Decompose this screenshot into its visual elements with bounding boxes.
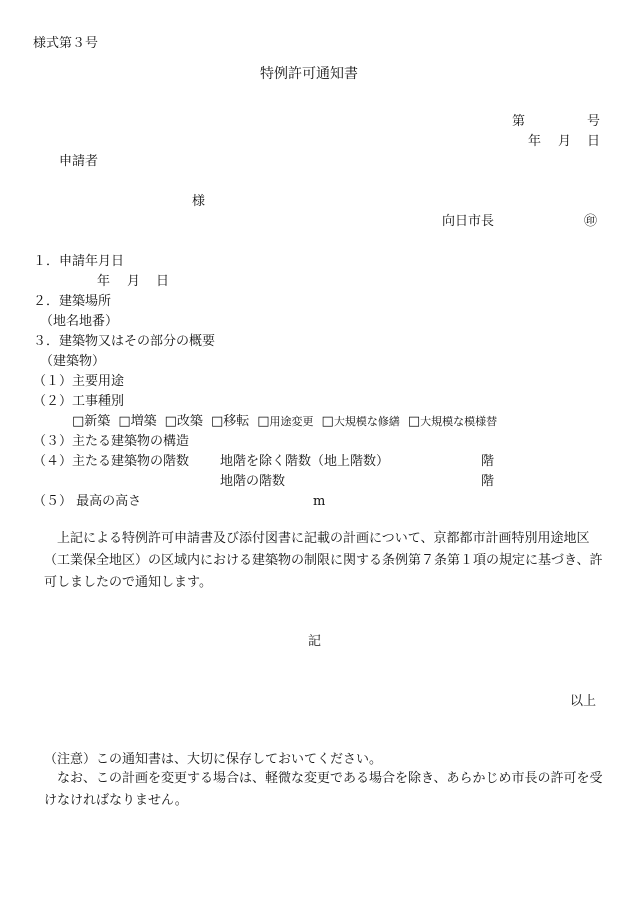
seal-mark: ㊞ <box>584 214 598 229</box>
floors-basement-label: 地階の階数 <box>220 474 286 489</box>
sub-max-height: （５） 最高の高さ <box>33 494 142 509</box>
honorific: 様 <box>192 194 206 209</box>
sub-structure: （３）主たる建築物の構造 <box>33 434 190 449</box>
ijo-marker: 以上 <box>570 694 597 709</box>
item-building-site: ２．建築場所 <box>33 294 112 309</box>
ki-marker: 記 <box>308 634 322 649</box>
sub-construction-type: （２）工事種別 <box>33 394 125 409</box>
date-year: 年 <box>528 134 542 149</box>
floors-above-ground-label: 地階を除く階数（地上階数） <box>220 454 390 469</box>
item1-year: 年 <box>97 274 111 289</box>
floors-above-ground-unit: 階 <box>481 454 495 469</box>
construction-type-options <box>72 414 505 430</box>
option-extension: □増築 <box>118 414 157 429</box>
number-prefix: 第 <box>512 114 526 129</box>
option-new: □新築 <box>72 414 111 429</box>
option-use-change: □用途変更 <box>257 414 314 429</box>
date-month: 月 <box>558 134 572 149</box>
option-relocation: □移転 <box>210 414 250 429</box>
item-building-overview: ３．建築物又はその部分の概要 <box>33 334 216 349</box>
form-number: 様式第３号 <box>33 36 99 51</box>
item1-month: 月 <box>127 274 141 289</box>
item-building-site-sub: （地名地番） <box>40 314 119 329</box>
item-application-date: １．申請年月日 <box>33 254 125 269</box>
sub-floors: （４）主たる建築物の階数 <box>33 454 190 469</box>
option-major-repair: □大規模な修繕 <box>321 414 400 429</box>
document-title: 特例許可通知書 <box>260 66 358 82</box>
sub-main-use: （１）主要用途 <box>33 374 125 389</box>
option-rebuild: □改築 <box>164 414 203 429</box>
max-height-unit: m <box>313 494 326 509</box>
number-suffix: 号 <box>587 114 601 129</box>
applicant-label: 申請者 <box>59 154 99 169</box>
item-building-overview-sub: （建築物） <box>40 354 106 369</box>
item1-day: 日 <box>156 274 170 289</box>
body-paragraph: 上記による特例許可申請書及び添付図書に記載の計画について、京都都市計画特別用途地区（工業保全地区）の区域内における建築物の制限に関する条例第７条第１項の規定に基づき、許可しましたので通知します。 <box>44 531 603 590</box>
floors-basement-unit: 階 <box>481 474 495 489</box>
notice-line2: なお、この計画を変更する場合は、軽微な変更である場合を除き、あらかじめ市長の許可を受けなければなりません。 <box>44 771 603 808</box>
issuer-name: 向日市長 <box>442 214 495 229</box>
notice-line1: （注意）この通知書は、大切に保存しておいてください。 <box>44 752 383 767</box>
option-major-remodel: □大規模な模様替 <box>407 414 498 429</box>
date-day: 日 <box>587 134 601 149</box>
